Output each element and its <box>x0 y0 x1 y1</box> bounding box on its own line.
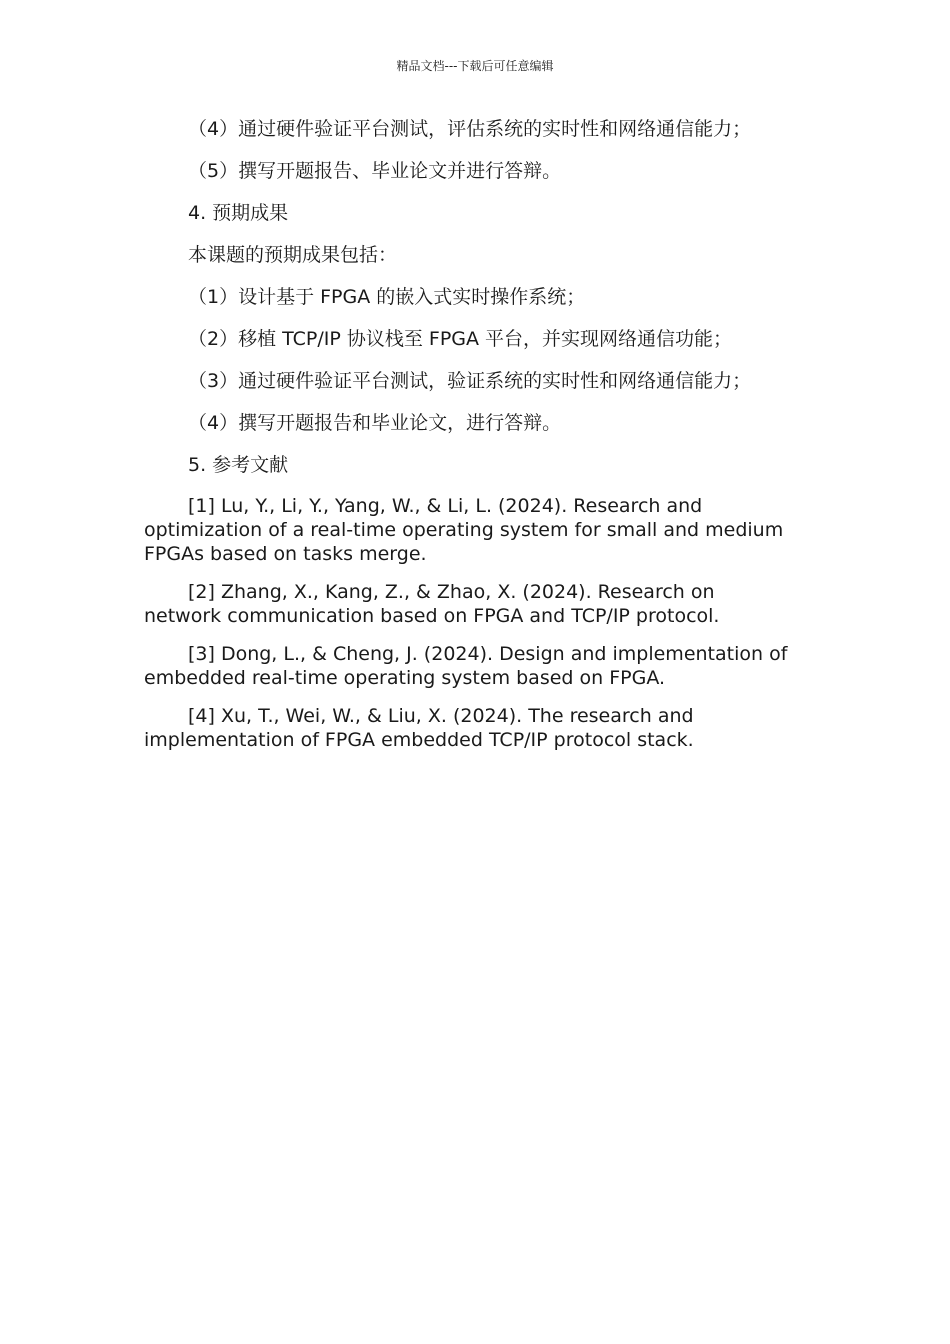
list-item-number: （1） <box>188 286 239 308</box>
list-item-text: 设计基于 FPGA 的嵌入式实时操作系统； <box>238 286 586 308</box>
reference-entry: [2] Zhang, X., Kang, Z., & Zhao, X. (2024). Research on network communication based on FPGA and TCP/IP protocol. <box>144 581 720 627</box>
list-item <box>144 284 794 310</box>
list-item-number: （5） <box>188 160 239 182</box>
reference-entry: [3] Dong, L., & Cheng, J. (2024). Design and implementation of embedded real-time operating system based on FPGA. <box>144 643 788 689</box>
list-item-number: （4） <box>188 412 239 434</box>
list-item <box>144 158 794 184</box>
list-item <box>144 410 794 436</box>
document-body <box>144 116 794 766</box>
list-item <box>144 116 794 142</box>
page-header: 精品文档---下载后可任意编辑 <box>396 59 554 73</box>
list-item-number: （4） <box>188 118 239 140</box>
list-item-number: （2） <box>188 328 239 350</box>
list-item <box>144 326 794 352</box>
list-item-text: 撰写开题报告和毕业论文，进行答辩。 <box>238 412 562 434</box>
reference-entry: [1] Lu, Y., Li, Y., Yang, W., & Li, L. (2024). Research and optimization of a real-time operating system for small and medium FPGAs based on tasks merge. <box>144 495 784 565</box>
list-item <box>144 368 794 394</box>
section-heading-expected-results: 4. 预期成果 <box>188 202 289 224</box>
reference-entry: [4] Xu, T., Wei, W., & Liu, X. (2024). The research and implementation of FPGA embedded TCP/IP protocol stack. <box>144 705 694 751</box>
section-heading-references: 5. 参考文献 <box>188 454 289 476</box>
list-item-text: 通过硬件验证平台测试，验证系统的实时性和网络通信能力； <box>238 370 752 392</box>
list-item-number: （3） <box>188 370 239 392</box>
section-intro: 本课题的预期成果包括： <box>188 244 398 266</box>
list-item-text: 撰写开题报告、毕业论文并进行答辩。 <box>238 160 562 182</box>
list-item-text: 移植 TCP/IP 协议栈至 FPGA 平台，并实现网络通信功能； <box>238 328 733 350</box>
list-item-text: 通过硬件验证平台测试，评估系统的实时性和网络通信能力； <box>238 118 752 140</box>
